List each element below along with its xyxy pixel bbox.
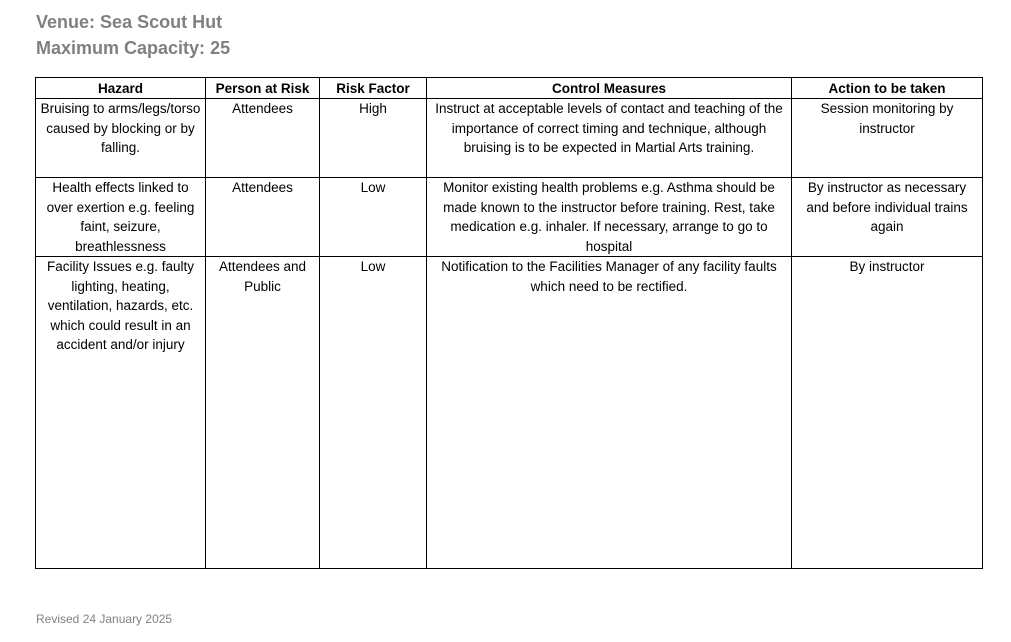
control-measures-cell: Notification to the Facilities Manager of any facility faults which need to be rectified. [427, 257, 792, 569]
capacity-label: Maximum Capacity: [36, 38, 206, 58]
risk-assessment-table [35, 77, 983, 569]
person-at-risk-cell: Attendees [206, 178, 320, 257]
column-header-action: Action to be taken [792, 78, 983, 99]
column-header-hazard: Hazard [36, 78, 206, 99]
hazard-cell: Bruising to arms/legs/torso caused by blocking or by falling. [36, 99, 206, 178]
risk-factor-cell: High [320, 99, 427, 178]
risk-factor-cell: Low [320, 178, 427, 257]
venue-label: Venue: [36, 12, 96, 32]
venue-value: Sea Scout Hut [100, 12, 223, 32]
action-cell: Session monitoring by instructor [792, 99, 983, 178]
table-row [36, 178, 983, 257]
person-at-risk-cell: Attendees [206, 99, 320, 178]
person-at-risk-cell: Attendees and Public [206, 257, 320, 569]
capacity-value: 25 [210, 38, 231, 58]
hazard-cell: Health effects linked to over exertion e.g. feeling faint, seizure, breathlessness [36, 178, 206, 257]
action-cell: By instructor [792, 257, 983, 569]
document-header [36, 9, 230, 61]
table-row [36, 99, 983, 178]
column-header-person-at-risk: Person at Risk [206, 78, 320, 99]
risk-factor-cell: Low [320, 257, 427, 569]
action-cell: By instructor as necessary and before individual trains again [792, 178, 983, 257]
column-header-control-measures: Control Measures [427, 78, 792, 99]
table-row [36, 257, 983, 569]
control-measures-cell: Monitor existing health problems e.g. Asthma should be made known to the instructor before training. Rest, take medication e.g. inhaler. If necessary, arrange to go to hospital [427, 178, 792, 257]
table-header-row [36, 78, 983, 99]
hazard-cell: Facility Issues e.g. faulty lighting, heating, ventilation, hazards, etc. which could result in an accident and/or injury [36, 257, 206, 569]
revised-date: Revised 24 January 2025 [36, 612, 173, 626]
column-header-risk-factor: Risk Factor [320, 78, 427, 99]
venue-line [36, 9, 230, 35]
control-measures-cell: Instruct at acceptable levels of contact and teaching of the importance of correct timing and technique, although bruising is to be expected in Martial Arts training. [427, 99, 792, 178]
capacity-line [36, 35, 230, 61]
